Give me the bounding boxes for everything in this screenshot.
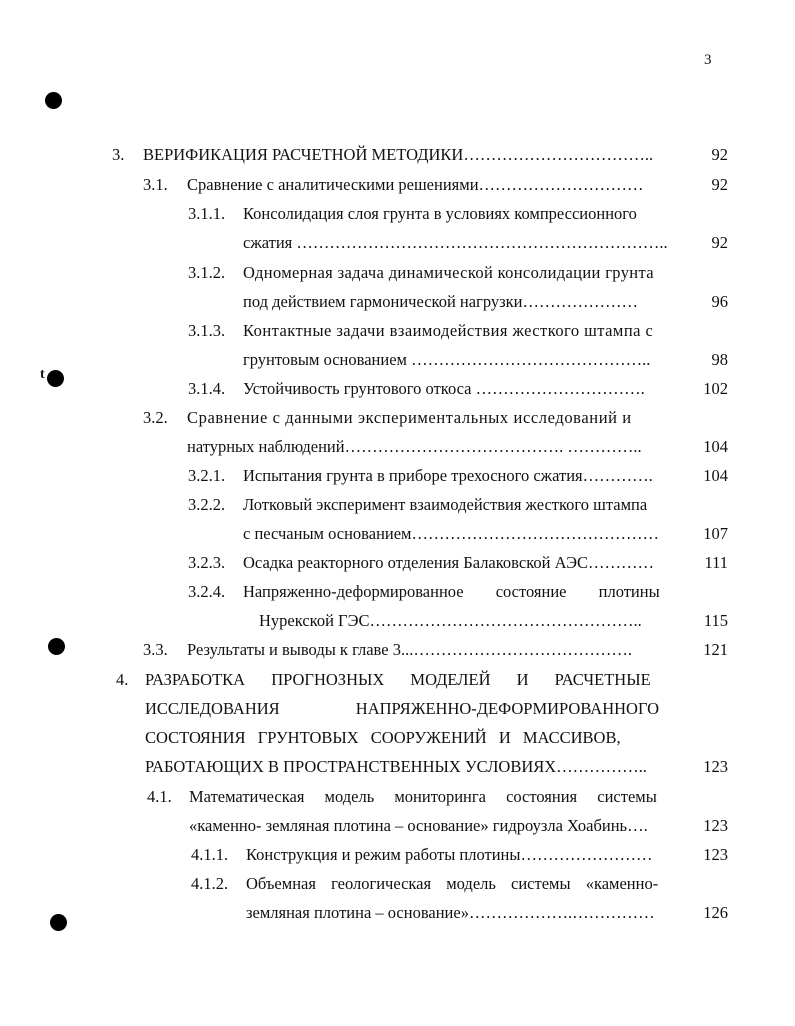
toc-page: 98 — [711, 350, 728, 369]
toc-page: 123 — [703, 816, 728, 835]
toc-num: 3.1.4. — [188, 379, 226, 398]
toc-num: 4.1.2. — [191, 874, 229, 893]
toc-num: 3.2.2. — [188, 495, 226, 514]
toc-title-line-3: СОСТОЯНИЯ ГРУНТОВЫХ СООРУЖЕНИЙ И МАССИВОВ, — [145, 728, 621, 747]
toc-title-line-2: земляная плотина – основание»……………….…………… — [246, 903, 655, 922]
margin-mark: t — [40, 367, 45, 382]
toc-num: 4. — [116, 670, 129, 689]
toc-title-line-2: с песчаным основанием……………………………………… — [243, 524, 659, 543]
toc-title-line-1: Консолидация слоя грунта в условиях компрессионного — [243, 204, 637, 223]
punch-hole-4 — [50, 914, 67, 931]
toc-title-line-1: Одномерная задача динамической консолидации грунта — [243, 263, 654, 282]
toc-page: 115 — [703, 611, 728, 630]
toc-page: 121 — [703, 640, 728, 659]
toc-page: 104 — [703, 466, 728, 485]
toc-page: 111 — [704, 553, 728, 572]
toc-title-line-1: Лотковый эксперимент взаимодействия жесткого штампа — [243, 495, 648, 514]
toc-page: 92 — [711, 233, 728, 252]
toc-page: 92 — [711, 145, 728, 164]
toc-num: 3.2.3. — [188, 553, 226, 572]
toc-title: Испытания грунта в приборе трехосного сжатия…………. — [243, 466, 653, 485]
toc-title-line-2: сжатия ………………………………………………………….. — [243, 233, 668, 252]
toc-title-line-2: Нурекской ГЭС………………………………………….. — [259, 611, 642, 630]
punch-hole-3 — [48, 638, 65, 655]
toc-num: 3.1.1. — [188, 204, 226, 223]
toc-page: 126 — [703, 903, 728, 922]
toc-title-line-4: РАБОТАЮЩИХ В ПРОСТРАНСТВЕННЫХ УСЛОВИЯХ…………….. — [145, 757, 647, 776]
toc-num: 3.1.2. — [188, 263, 226, 282]
toc-title: Конструкция и режим работы плотины…………………… — [246, 845, 653, 864]
toc-title-line-1: Контактные задачи взаимодействия жесткого штампа с — [243, 321, 654, 340]
toc-page: 123 — [703, 845, 728, 864]
toc-title-line-1: Математическая модель мониторинга состояния системы — [189, 787, 657, 806]
toc-page: 107 — [703, 524, 728, 543]
toc-page: 123 — [703, 757, 728, 776]
page-number: 3 — [704, 52, 712, 68]
toc-title-line-1: Напряженно-деформированное состояние плотины — [243, 582, 660, 601]
toc-title: Осадка реакторного отделения Балаковской АЭС………… — [243, 553, 654, 572]
toc-title-line-1: Объемная геологическая модель системы «каменно- — [246, 874, 659, 893]
toc-num: 3.1. — [143, 175, 168, 194]
punch-hole-2 — [47, 370, 64, 387]
toc-title-line-2: под действием гармонической нагрузки………………… — [243, 292, 638, 311]
toc-page: 92 — [711, 175, 728, 194]
toc-num: 3.1.3. — [188, 321, 226, 340]
toc-title-line-2: грунтовым основанием …………………………………….. — [243, 350, 651, 369]
toc-title: Сравнение с аналитическими решениями………………………… — [187, 175, 644, 194]
toc-title-line-2: натурных наблюдений…………………………………. ………….. — [187, 437, 642, 456]
toc-title-line-1: РАЗРАБОТКА ПРОГНОЗНЫХ МОДЕЛЕЙ И РАСЧЕТНЫЕ — [145, 670, 651, 689]
toc-title: Результаты и выводы к главе 3...…………………………………. — [187, 640, 632, 659]
toc-num: 4.1. — [147, 787, 172, 806]
toc-num: 3.2.1. — [188, 466, 226, 485]
toc-title: Устойчивость грунтового откоса …………………………. — [243, 379, 645, 398]
punch-hole-1 — [45, 92, 62, 109]
toc-page: 104 — [703, 437, 728, 456]
toc-num: 3. — [112, 145, 125, 164]
toc-title: ВЕРИФИКАЦИЯ РАСЧЕТНОЙ МЕТОДИКИ…………………………….. — [143, 145, 654, 164]
toc-title-line-2: ИССЛЕДОВАНИЯ НАПРЯЖЕННО-ДЕФОРМИРОВАННОГО — [145, 699, 660, 718]
toc-num: 3.2.4. — [188, 582, 226, 601]
toc-title-line-1: Сравнение с данными экспериментальных исследований и — [187, 408, 632, 427]
toc-page: 96 — [711, 292, 728, 311]
toc-num: 4.1.1. — [191, 845, 229, 864]
toc-title-line-2: «каменно- земляная плотина – основание» гидроузла Хоабинь…. — [189, 816, 648, 835]
toc-num: 3.3. — [143, 640, 168, 659]
toc-page: 102 — [703, 379, 728, 398]
toc-num: 3.2. — [143, 408, 168, 427]
